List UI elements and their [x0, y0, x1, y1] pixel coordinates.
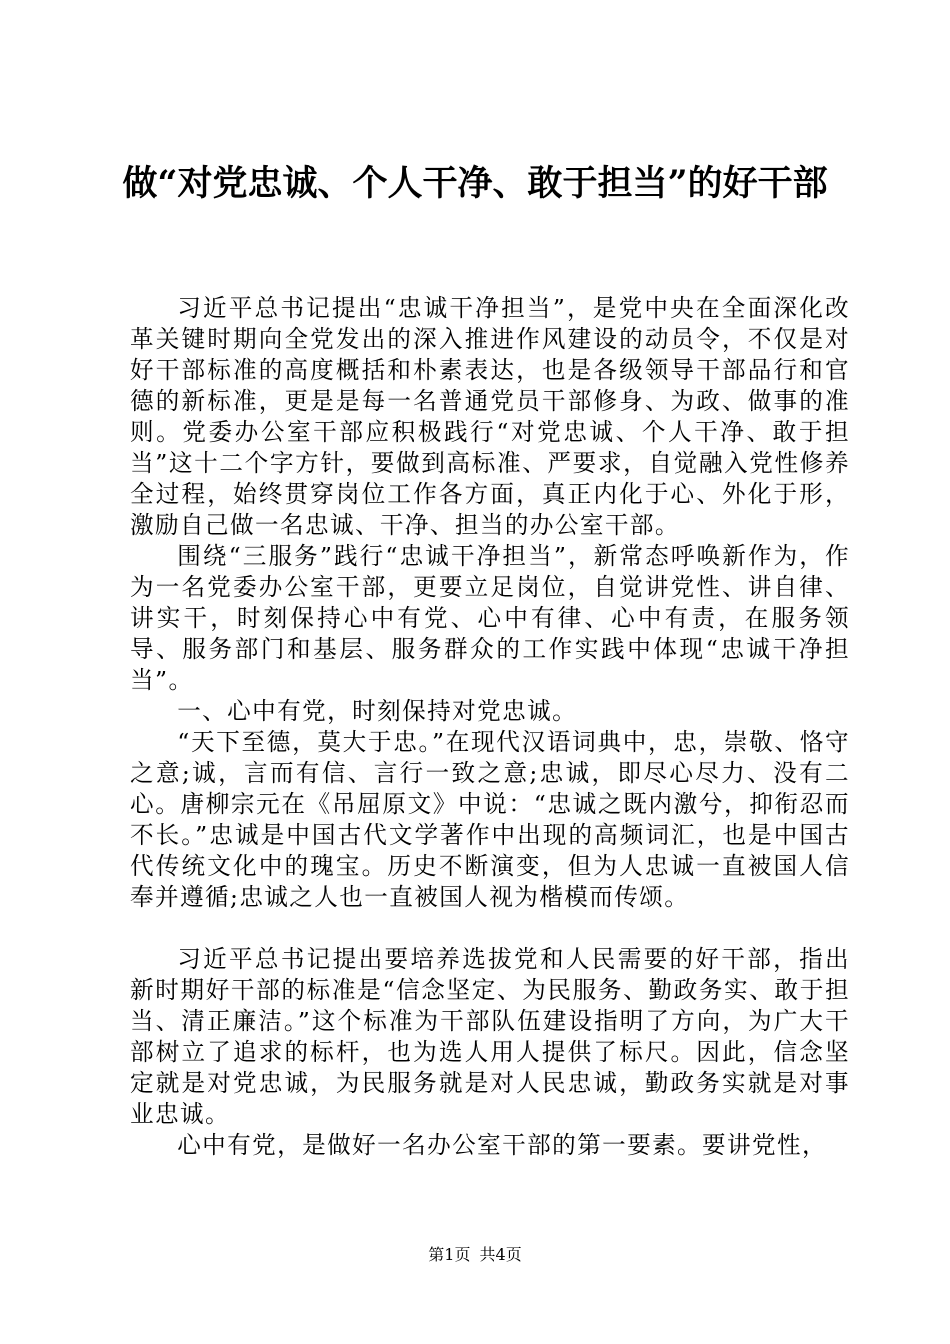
page-footer — [0, 1245, 950, 1265]
paragraph: 习近平总书记提出“忠诚干净担当”，是党中央在全面深化改革关键时期向全党发出的深入推进作风建设的动员令，不仅是对好干部标准的高度概括和朴素表达，也是各级领导干部品行和官德的新标准，更是是每一名普通党员干部修身、为政、做事的准则。党委办公室干部应积极践行“对党忠诚、个人干净、敢于担当”这十二个字方针，要做到高标准、严要求，自觉融入党性修养全过程，始终贯穿岗位工作各方面，真正内化于心、外化于形，激励自己做一名忠诚、干净、担当的办公室干部。 — [130, 294, 850, 539]
section-heading: 一、心中有党，时刻保持对党忠诚。 — [177, 697, 578, 725]
page-number: 第1页 — [428, 1245, 471, 1264]
document-body — [130, 293, 850, 1161]
paragraph: 心中有党，是做好一名办公室干部的第一要素。要讲党性， — [177, 1131, 828, 1159]
document-title: 做“对党忠诚、个人干净、敢于担当”的好干部 — [122, 163, 828, 204]
paragraph: 习近平总书记提出要培养选拔党和人民需要的好干部，指出新时期好干部的标准是“信念坚定、为民服务、勤政务实、敢于担当、清正廉洁。”这个标准为干部队伍建设指明了方向，为广大干部树立了追求的标杆，也为选人用人提供了标尺。因此，信念坚定就是对党忠诚，为民服务就是对人民忠诚，勤政务实就是对事业忠诚。 — [130, 945, 850, 1128]
paragraph: “天下至德，莫大于忠。”在现代汉语词典中，忠，崇敬、恪守之意;诚，言而有信、言行一致之意;忠诚，即尽心尽力、没有二心。唐柳宗元在《吊屈原文》中说：“忠诚之既内激兮，抑衔忍而不长。”忠诚是中国古代文学著作中出现的高频词汇，也是中国古代传统文化中的瑰宝。历史不断演变，但为人忠诚一直被国人信奉并遵循;忠诚之人也一直被国人视为楷模而传颂。 — [130, 728, 850, 911]
page-total: 共4页 — [479, 1245, 522, 1264]
paragraph: 围绕“三服务”践行“忠诚干净担当”，新常态呼唤新作为，作为一名党委办公室干部，更要立足岗位，自觉讲党性、讲自律、讲实干，时刻保持心中有党、心中有律、心中有责，在服务领导、服务部门和基层、服务群众的工作实践中体现“忠诚干净担当”。 — [130, 542, 850, 694]
